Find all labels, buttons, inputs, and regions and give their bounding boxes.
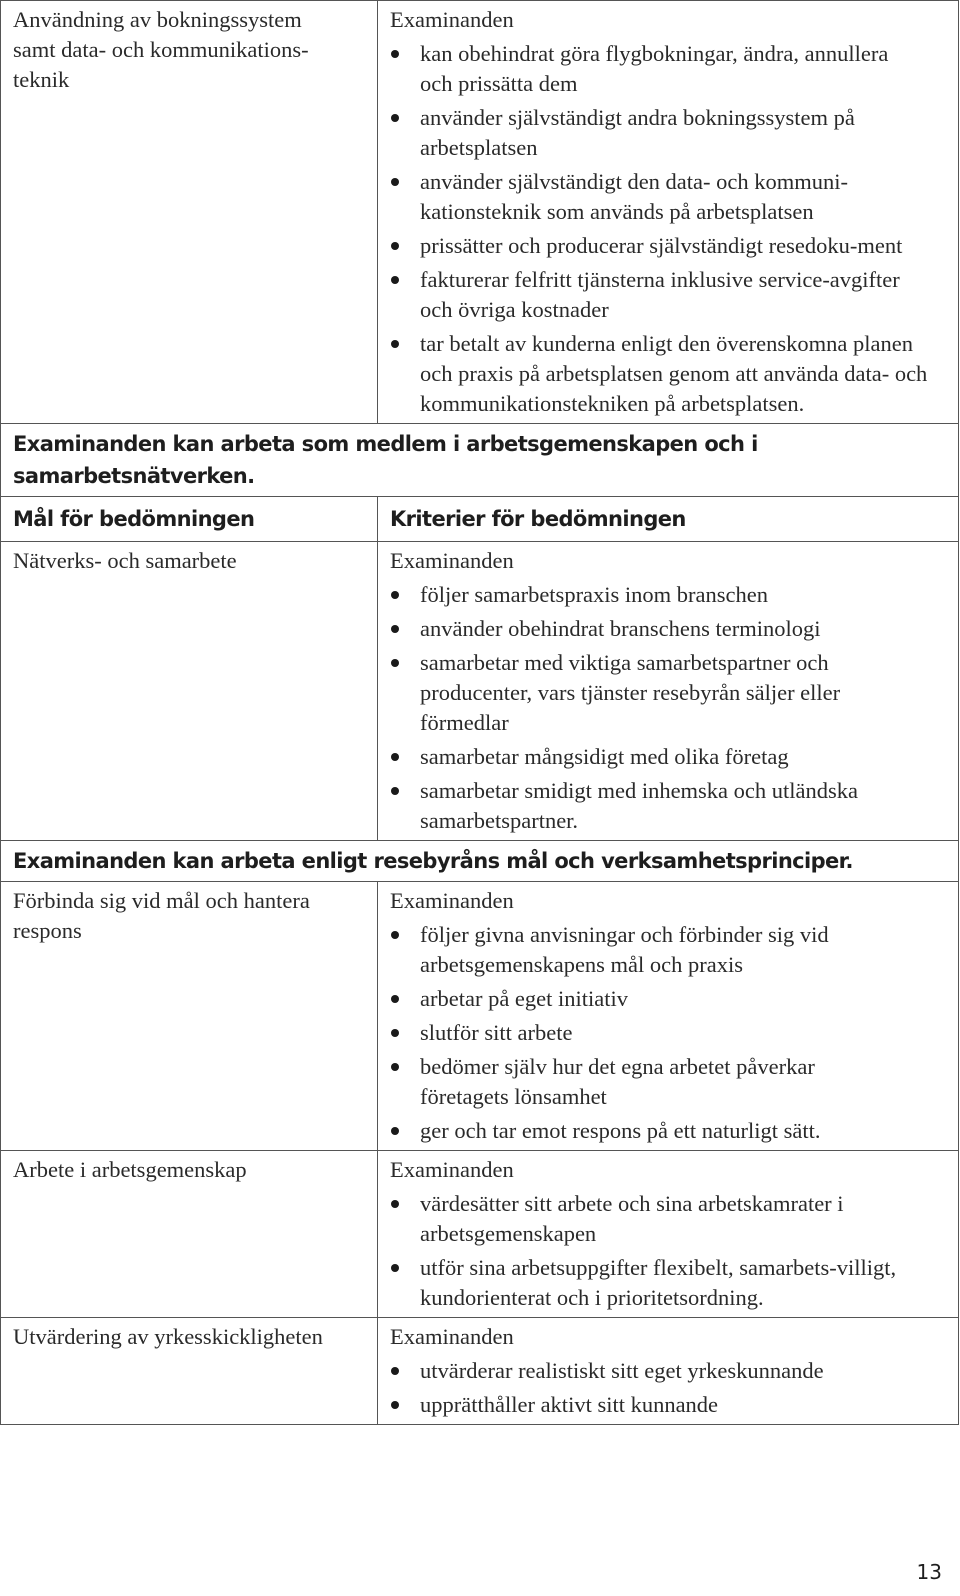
criteria-cell [378,1318,958,1424]
list-item: följer samarbetspraxis inom branschen [390,580,950,610]
goal-cell [1,1,378,423]
section-heading: Examinanden kan arbeta enligt resebyråns mål och verksamhetsprinciper. [1,840,958,881]
list-item: arbetar på eget initiativ [390,984,950,1014]
list-item: samarbetar smidigt med inhemska och utländska samarbetspartner. [390,776,940,836]
list-item: följer givna anvisningar och förbinder sig vid arbetsgemenskapens mål och praxis [390,920,910,980]
goal-cell [1,542,378,840]
criteria-lead: Examinanden [390,7,514,32]
criteria-list [390,920,950,1146]
table-row [1,0,958,423]
criteria-lead: Examinanden [390,1157,514,1182]
list-item: slutför sitt arbete [390,1018,950,1048]
goal-text: Arbete i arbetsgemenskap [13,1157,247,1182]
criteria-list [390,39,950,419]
criteria-lead: Examinanden [390,1324,514,1349]
list-item: upprätthåller aktivt sitt kunnande [390,1390,950,1420]
page-number: 13 [916,1560,942,1584]
section-heading: Examinanden kan arbeta som medlem i arbetsgemenskapen och i samarbetsnätverken. [1,423,958,496]
criteria-cell [378,882,958,1150]
list-item: samarbetar mångsidigt med olika företag [390,742,950,772]
criteria-cell [378,542,958,840]
criteria-cell [378,1,958,423]
table-row [1,881,958,1150]
list-item: kan obehindrat göra flygbokningar, ändra, annullera och prissätta dem [390,39,910,99]
criteria-column-header: Kriterier för bedömningen [390,507,686,531]
table-header-row [1,496,958,541]
criteria-lead: Examinanden [390,888,514,913]
criteria-cell [378,1151,958,1317]
criteria-list [390,1189,950,1313]
table-row [1,541,958,840]
criteria-lead: Examinanden [390,548,514,573]
goal-cell [1,882,378,1150]
criteria-list [390,1356,950,1420]
goal-text: Utvärdering av yrkesskickligheten [13,1324,323,1349]
goal-cell [1,1151,378,1317]
goal-text: Nätverks- och samarbete [13,548,237,573]
list-item: bedömer själv hur det egna arbetet påverkar företagets lönsamhet [390,1052,900,1112]
goal-text: Användning av bokningssystem samt data- och kommunikations-teknik [13,7,309,92]
goal-text: Förbinda sig vid mål och hantera respons [13,888,310,943]
list-item: tar betalt av kunderna enligt den överenskomna planen och praxis på arbetsplatsen genom att använda data- och kommunikationstekniken på arbetsplatsen. [390,329,930,419]
goal-cell [1,1318,378,1424]
list-item: prissätter och producerar självständigt resedoku-ment [390,231,920,261]
list-item: fakturerar felfritt tjänsterna inklusive service-avgifter och övriga kostnader [390,265,920,325]
list-item: ger och tar emot respons på ett naturligt sätt. [390,1116,950,1146]
list-item: använder obehindrat branschens terminologi [390,614,950,644]
list-item: värdesätter sitt arbete och sina arbetskamrater i arbetsgemenskapen [390,1189,920,1249]
list-item: utvärderar realistiskt sitt eget yrkeskunnande [390,1356,950,1386]
table-row [1,1317,958,1425]
criteria-list [390,580,950,836]
list-item: använder självständigt andra bokningssystem på arbetsplatsen [390,103,920,163]
goal-column-header: Mål för bedömningen [1,497,378,541]
list-item: använder självständigt den data- och kommuni-kationsteknik som används på arbetsplatsen [390,167,920,227]
list-item: utför sina arbetsuppgifter flexibelt, samarbets-villigt, kundorienterat och i prioritetsordning. [390,1253,920,1313]
list-item: samarbetar med viktiga samarbetspartner och producenter, vars tjänster resebyrån säljer eller förmedlar [390,648,920,738]
table-row [1,1150,958,1317]
